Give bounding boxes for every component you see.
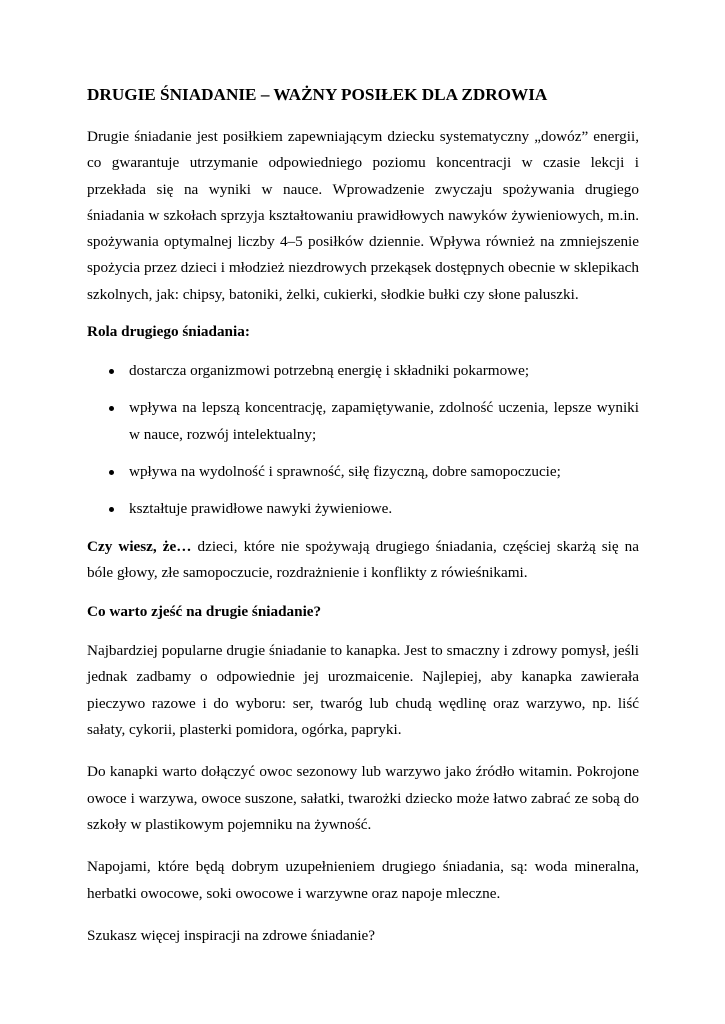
did-you-know-text: dzieci, które nie spożywają drugiego śniadania, częściej skarżą się na bóle głowy, złe samopoczucie, rozdrażnienie i konflikty z rówieśnikami. xyxy=(87,537,639,581)
role-list xyxy=(87,358,639,522)
bullet-icon xyxy=(109,406,114,411)
list-item-text: dostarcza organizmowi potrzebną energię i składniki pokarmowe; xyxy=(129,362,530,380)
intro-paragraph: Drugie śniadanie jest posiłkiem zapewniającym dziecku systematyczny „dowóz” energii, co gwarantuje utrzymanie odpowiedniego poziomu koncentracji w czasie lekcji i przekłada się na wyniki w nauce. Wprowadzenie zwyczaju spożywania drugiego śniadania w szkołach sprzyja kształtowaniu prawidłowych nawyków żywieniowych, m.in. spożywania optymalnej liczby 4–5 posiłków dziennie. Wpływa również na zmniejszenie spożycia przez dzieci i młodzież niezdrowych przekąsek dostępnych obecnie w sklepikach szkolnych, jak: chipsy, batoniki, żelki, cukierki, słodkie bułki czy słone paluszki. xyxy=(87,128,639,303)
bullet-icon xyxy=(109,507,114,512)
did-you-know-paragraph xyxy=(87,534,639,587)
fruit-paragraph: Do kanapki warto dołączyć owoc sezonowy lub warzywo jako źródło witamin. Pokrojone owoce i warzywa, owoce suszone, sałatki, twarożki dziecko może łatwo zabrać ze sobą do szkoły w plastikowym pojemniku na żywność. xyxy=(87,763,639,833)
list-item-text: kształtuje prawidłowe nawyki żywieniowe. xyxy=(129,500,393,518)
more-inspiration-paragraph: Szukasz więcej inspiracji na zdrowe śniadanie? xyxy=(87,926,376,944)
did-you-know-lead: Czy wiesz, że… xyxy=(87,537,192,555)
document-page xyxy=(87,84,639,965)
sandwich-paragraph: Najbardziej popularne drugie śniadanie to kanapka. Jest to smaczny i zdrowy pomysł, jeśli jednak zadbamy o odpowiednie jej urozmaicenie. Najlepiej, aby kanapka zawierała pieczywo razowe i do wyboru: ser, twaróg lub chudą wędlinę oraz warzywo, np. liść sałaty, cykorii, plasterki pomidora, ogórka, papryki. xyxy=(87,642,639,739)
document-title: DRUGIE ŚNIADANIE – WAŻNY POSIŁEK DLA ZDROWIA xyxy=(87,85,548,104)
drinks-paragraph: Napojami, które będą dobrym uzupełnieniem drugiego śniadania, są: woda mineralna, herbatki owocowe, soki owocowe i warzywne oraz napoje mleczne. xyxy=(87,858,639,902)
list-item xyxy=(87,358,639,384)
role-heading: Rola drugiego śniadania: xyxy=(87,323,250,341)
list-item xyxy=(87,459,639,485)
list-item xyxy=(87,395,639,448)
list-item-text: wpływa na lepszą koncentrację, zapamiętywanie, zdolność uczenia, lepsze wyniki w nauce, rozwój intelektualny; xyxy=(129,399,639,443)
list-item-text: wpływa na wydolność i sprawność, siłę fizyczną, dobre samopoczucie; xyxy=(129,462,561,480)
what-to-eat-heading: Co warto zjeść na drugie śniadanie? xyxy=(87,603,322,621)
bullet-icon xyxy=(109,470,114,475)
list-item xyxy=(87,496,639,522)
bullet-icon xyxy=(109,369,114,374)
